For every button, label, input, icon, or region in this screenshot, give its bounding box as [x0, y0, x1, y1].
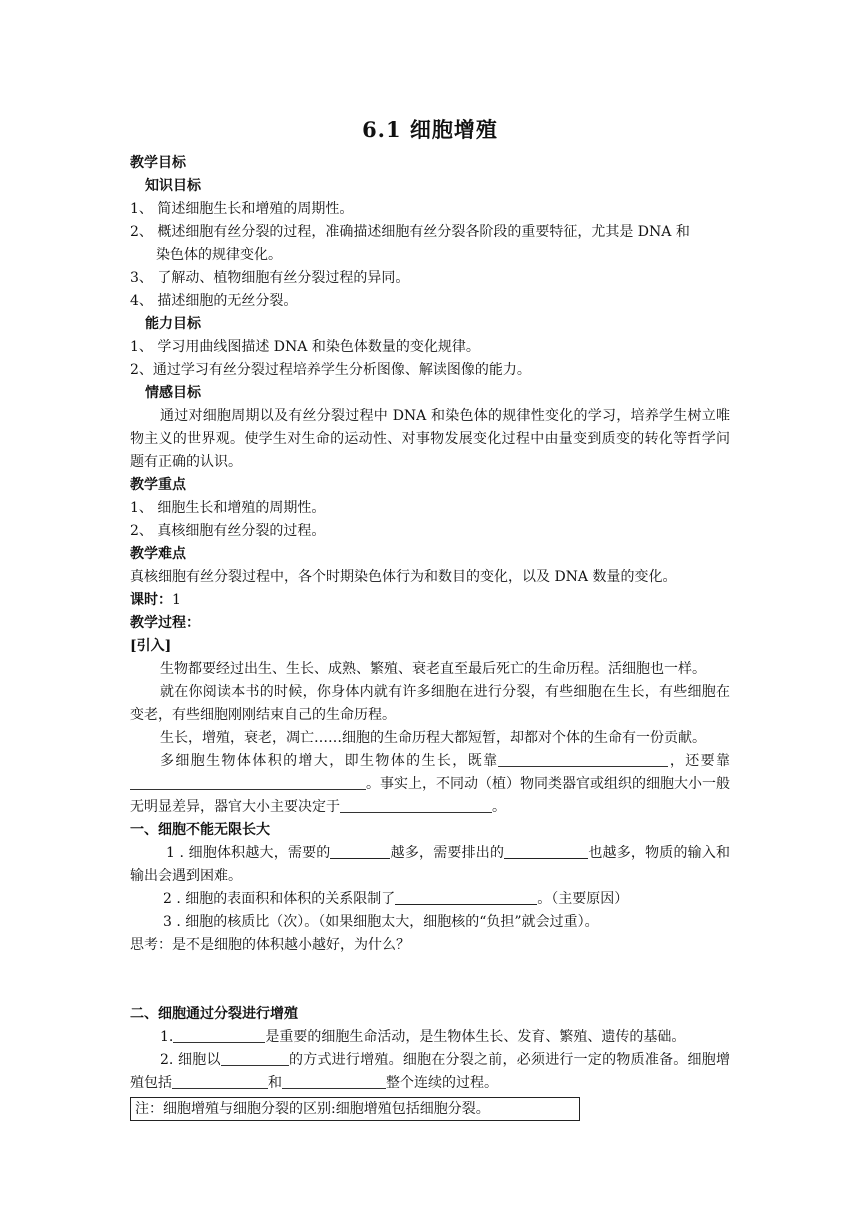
subheading-emotion: 情感目标 — [145, 385, 201, 401]
think-question: 思考：是不是细胞的体积越小越好，为什么？ — [130, 937, 410, 953]
text-segment: 多细胞生物体体积的增大，即生物体的生长，既靠 — [160, 753, 499, 769]
document-body — [130, 152, 730, 1121]
intro-label: [引入] — [130, 638, 172, 654]
text-segment: 1 . 细胞体积越大，需要的 — [166, 845, 331, 861]
text-segment: 也越多，物质的输入和输出会遇到困难。 — [130, 845, 731, 884]
page-title: 6.1 细胞增殖 — [362, 117, 498, 142]
fill-blank[interactable] — [282, 1073, 386, 1089]
text-segment: ，还要靠 — [668, 753, 731, 769]
difficulty-text: 真核细胞有丝分裂过程中，各个时期染色体行为和数目的变化，以及 DNA 数量的变化。 — [130, 569, 677, 585]
emotion-paragraph: 通过对细胞周期以及有丝分裂过程中 DNA 和染色体的规律性变化的学习，培养学生树立唯物主义的世界观。使学生对生命的运动性、对事物发展变化过程中由量变到质变的转化等哲学问题有正确的认识。 — [130, 408, 730, 470]
text-segment: 。（主要原因） — [537, 891, 629, 907]
intro-paragraph: 就在你阅读本书的时候，你身体内就有许多细胞在进行分裂，有些细胞在生长，有些细胞在变老，有些细胞刚刚结束自己的生命历程。 — [130, 684, 730, 723]
section2-item-2 — [130, 1049, 730, 1095]
text-segment: 1. — [160, 1029, 174, 1045]
fill-blank[interactable] — [340, 797, 492, 813]
fill-blank[interactable] — [221, 1050, 289, 1066]
note-box: 注：细胞增殖与细胞分裂的区别:细胞增殖包括细胞分裂。 — [130, 1097, 580, 1121]
fill-blank[interactable] — [498, 751, 668, 767]
text-segment: 和 — [268, 1075, 282, 1091]
text-segment: 2. 细胞以 — [160, 1052, 221, 1068]
blank-space — [130, 957, 730, 1003]
section2-item-1 — [130, 1026, 730, 1049]
section-heading-1: 一、细胞不能无限长大 — [130, 822, 270, 838]
period-value: 1 — [172, 592, 181, 608]
intro-paragraph-blanks — [130, 750, 730, 819]
period-label: 课时： — [130, 592, 172, 608]
section-heading-process: 教学过程： — [130, 615, 200, 631]
section1-item-2 — [130, 888, 730, 911]
text-segment: 的方式进行增殖。细胞在分裂之前，必须进行一定的物质准备。细胞增殖包括 — [130, 1052, 730, 1091]
text-segment: 整个连续的过程。 — [386, 1075, 498, 1091]
section-heading-2: 二、细胞通过分裂进行增殖 — [130, 1006, 298, 1022]
subheading-ability: 能力目标 — [145, 316, 201, 332]
knowledge-item: 2、 概述细胞有丝分裂的过程，准确描述细胞有丝分裂各阶段的重要特征，尤其是 DNA 和 — [130, 224, 690, 240]
section1-item-1 — [130, 842, 730, 888]
fill-blank[interactable] — [330, 843, 390, 859]
subheading-knowledge: 知识目标 — [145, 178, 201, 194]
section1-item-3: 3 . 细胞的核质比（次）。（如果细胞太大，细胞核的“负担”就会过重）。 — [163, 914, 599, 930]
key-item: 2、 真核细胞有丝分裂的过程。 — [130, 523, 326, 539]
section-heading-goals: 教学目标 — [130, 155, 186, 171]
section-heading-key: 教学重点 — [130, 477, 186, 493]
knowledge-item: 1、 简述细胞生长和增殖的周期性。 — [130, 201, 354, 217]
key-item: 1、 细胞生长和增殖的周期性。 — [130, 500, 326, 516]
period-row — [130, 589, 730, 612]
ability-item: 2、通过学习有丝分裂过程培养学生分析图像、解读图像的能力。 — [130, 362, 531, 378]
fill-blank[interactable] — [173, 1027, 265, 1043]
intro-paragraph: 生长，增殖，衰老，凋亡……细胞的生命历程大都短暂，却都对个体的生命有一份贡献。 — [160, 730, 706, 746]
text-segment: 是重要的细胞生命活动，是生物体生长、发育、繁殖、遗传的基础。 — [265, 1029, 686, 1045]
text-segment: 2 . 细胞的表面积和体积的关系限制了 — [163, 891, 396, 907]
text-segment: 越多，需要排出的 — [390, 845, 505, 861]
knowledge-item: 3、 了解动、植物细胞有丝分裂过程的异同。 — [130, 270, 410, 286]
text-segment: 。事实上，不同动（植）物同类器官或组织的细胞大小一般无明显差异，器官大小主要决定于 — [130, 776, 730, 815]
text-segment: 。 — [492, 799, 506, 815]
section-heading-difficulty: 教学难点 — [130, 546, 186, 562]
knowledge-item-continuation: 染色体的规律变化。 — [156, 247, 282, 263]
fill-blank[interactable] — [130, 774, 366, 790]
knowledge-item: 4、 描述细胞的无丝分裂。 — [130, 293, 298, 309]
ability-item: 1、 学习用曲线图描述 DNA 和染色体数量的变化规律。 — [130, 339, 480, 355]
intro-paragraph: 生物都要经过出生、生长、成熟、繁殖、衰老直至最后死亡的生命历程。活细胞也一样。 — [160, 661, 706, 677]
fill-blank[interactable] — [504, 843, 588, 859]
fill-blank[interactable] — [172, 1073, 268, 1089]
fill-blank[interactable] — [395, 889, 537, 905]
